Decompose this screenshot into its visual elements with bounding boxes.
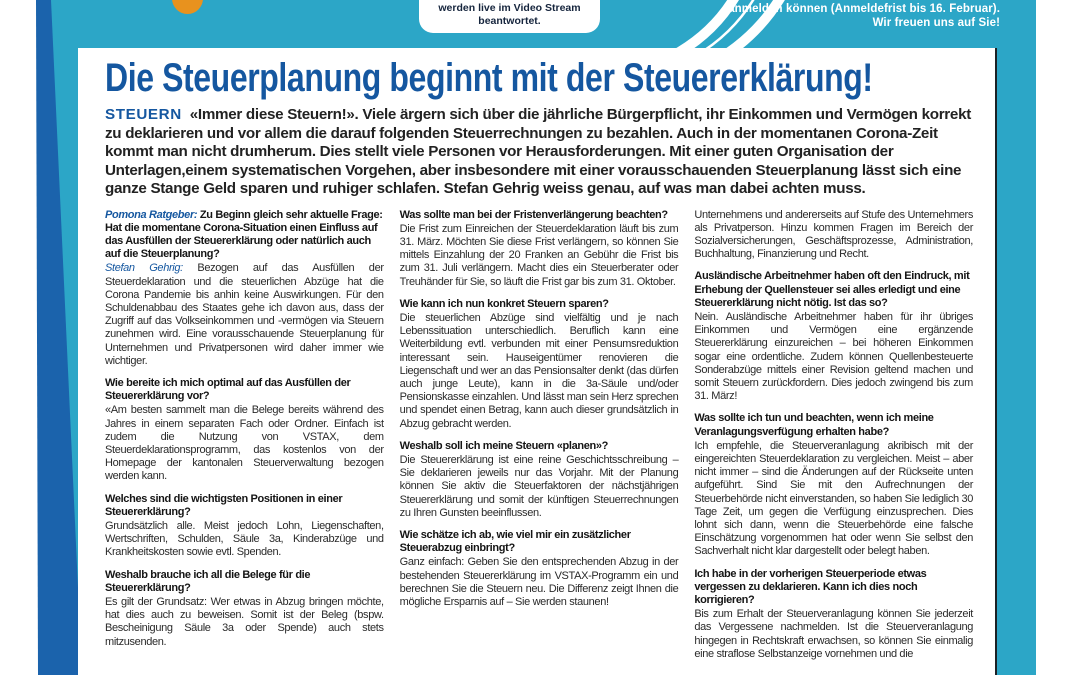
registration-note-line1: anmelden können (Anmeldefrist bis 16. Februar). [728,3,1000,15]
answer-paragraph: «Am besten sammelt man die Belege bereits während des Jahres in einem separaten Fach oder Ordner. Einfach ist zudem die Nutzung von VSTAX, dem Steuerdeklarationsprogramm, das kostenlos von der Homepage der kantonalen Steuerverwaltung bezogen werden kann. [105,404,384,483]
answer-paragraph: Unternehmens und andererseits auf Stufe des Unternehmers als Privatperson. Hinzu kommen Fragen im Bereich der Sozialversicherungen, Geschäftsprozesse, Administration, Buchhaltung, Finanzierung und Recht. [694,208,974,261]
answer-paragraph: Die Frist zum Einreichen der Steuerdeklaration läuft bis zum 31. März. Möchten Sie diese Frist verlängern, so können Sie mittels Einzahlung der 20 Franken an Gebühr die Frist bis zum 31. Juli verlängern. Macht dies ein Steuerberater oder Treuhänder für Sie, so läuft die Frist gar bis zum 31. Oktober. [399,222,679,288]
speaker-label: Pomona Ratgeber: [105,208,200,221]
article-page [78,48,997,675]
answer-paragraph: Die steuerlichen Abzüge sind vielfältig und je nach Lebenssituation unterschiedlich. Beruflich kann eine Weiterbildung evtl. verbunden mit einer Pensumsreduktion interessant sein. Hauseigentümer renovieren die Liegenschaft und wer an das Pensionsalter denkt (das dürfen auch junge Leute), kann in die 3a-Säule und/oder Pensionskasse einzahlen. Und lässt man sein Herz sprechen und spendet einen Betrag, kann auch dieser grundsätzlich in Abzug gebracht werden. [399,311,679,430]
answer-paragraph: Stefan Gehrig: Bezogen auf das Ausfüllen der Steuerdeklaration und die steuerlichen Abzüge hat die Corona Pandemie bis anhin keine Auswirkungen. Für den Schuldenabbau des Staates gehe ich davon aus, dass der Zugriff auf das Volkseinkommen und -vermögen via Steuern zunehmen wird. Eine vorausschauende Steuerplanung für Unternehmen und Privatpersonen wird daher immer wie wichtiger. [105,262,384,367]
question-paragraph: Ich habe in der vorherigen Steuerperiode etwas vergessen zu deklarieren. Kann ich dies noch korrigieren? [694,567,927,606]
question-paragraph: Wie kann ich nun konkret Steuern sparen? [399,297,609,310]
speaker-label: Stefan Gehrig: [105,262,198,275]
answer-paragraph: Ganz einfach: Geben Sie den entsprechenden Abzug in der bestehenden Steuererklärung im VSTAX-Programm ein und berechnen Sie die Steuern neu. Die Differenz zeigt Ihnen die mögliche Ersparnis auf – Sie werden staunen! [399,556,679,608]
article-kicker: STEUERN [105,106,182,123]
article-intro [105,106,977,199]
video-stream-bubble-text: werden live im Video Stream beantwortet. [438,2,581,27]
question-paragraph: Was sollte man bei der Fristenverlängerung beachten? [399,208,668,221]
registration-note [728,2,1000,30]
question-paragraph: Pomona Ratgeber: Zu Beginn gleich sehr aktuelle Frage: Hat die momentane Corona-Situation einen Einfluss auf das Ausfüllen der Steuererklärung oder natürlich auch auf die Steuerplanung? [105,208,383,261]
article-title: Die Steuerplanung beginnt mit der Steuererklärung! [105,56,873,100]
question-paragraph: Weshalb soll ich meine Steuern «planen»? [399,439,608,452]
answer-paragraph: Grundsätzlich alle. Meist jedoch Lohn, Liegenschaften, Wertschriften, Schulden, Säule 3a, Kinderabzüge und Krankheitskosten sowie evtl. Spenden. [105,519,384,559]
answer-paragraph: Die Steuererklärung ist eine reine Geschichtsschreibung – Sie deklarieren jeweils nur das Vorjahr. Mit der Planung können Sie aktiv die Steuerfaktoren der nächstjährigen Steuererklärung und somit der künftigen Steuerrechnungen zu Ihren Gunsten beeinflussen. [399,453,679,519]
article-column [694,209,973,662]
article-intro-text: «Immer diese Steuern!». Viele ärgern sich über die jährliche Bürgerpflicht, ihr Einkommen und Vermögen korrekt zu deklarieren und vor allem die darauf folgenden Steuerrechnungen zu bezahlen. Auch in der momentanen Corona-Zeit kommt man nicht drumherum. Dies stellt viele Personen vor Herausforderungen. Mit einer guten Organisation der Unterlagen,einem systematischen Vorgehen, aber insbesondere mit einer vorausschauenden Steuerplanung lässt sich eine ganze Stange Geld sparen und ruhiger schlafen. Stefan Gehrig weiss genau, auf was man dabei achten muss. [105,106,971,197]
article-column [400,209,679,662]
question-paragraph: Weshalb brauche ich all die Belege für die Steuererklärung? [105,568,311,594]
question-paragraph: Was sollte ich tun und beachten, wenn ich meine Veranlagungsverfügung erhalten habe? [694,412,934,438]
answer-paragraph: Es gilt der Grundsatz: Wer etwas in Abzug bringen möchte, hat dies auch zu beweisen. Somit ist der Beleg (bspw. Bescheinigung Säule 3a oder Spende) auch stets mitzusenden. [105,595,384,648]
article-column [105,209,384,662]
question-paragraph: Ausländische Arbeitnehmer haben oft den Eindruck, mit Erhebung der Quellensteuer sei alles erledigt und eine Steuererklärung nicht nötig. Ist das so? [694,270,970,309]
answer-paragraph: Ich empfehle, die Steuerveranlagung akribisch mit der eingereichten Steuerdeklaration zu vergleichen. Meist – aber nicht immer – sind die Änderungen auf der Rückseite unten aufgeführt. Sind Sie mit den Aufrechnungen der Steuerbehörde nicht einverstanden, so haben Sie lediglich 30 Tage Zeit, um gegen die Verfügung einzusprechen. Dies lohnt sich dann, wenn die Steuerbehörde eine falsche Einschätzung vorgenommen hat oder wenn Sie selbst den Sachverhalt nicht klar dargestellt oder belegt haben. [694,439,974,558]
registration-note-line2: Wir freuen uns auf Sie! [872,17,1000,29]
answer-paragraph: Bis zum Erhalt der Steuerveranlagung können Sie jederzeit das Vergessene nachmelden. Ist die Steuerveranlagung hingegen in Rechtskraft erwachsen, so können Sie einmalig eine straflose Selbstanzeige vornehmen und die [694,608,974,660]
article-columns [105,209,973,662]
question-paragraph: Wie schätze ich ab, wie viel mir ein zusätzlicher Steuerabzug einbringt? [399,528,631,555]
answer-paragraph: Nein. Ausländische Arbeitnehmer haben für ihr übriges Einkommen und Vermögen eine ergänzende Steuererklärung einzureichen – bei höheren Einkommen sogar eine ordentliche. Zudem können Quellenbesteuerte Sonderabzüge mittels einer Revision geltend machen und somit Steuern zurückfordern. Dies jedoch zwingend bis zum 31. März! [694,310,974,403]
video-stream-bubble [419,0,600,33]
question-paragraph: Wie bereite ich mich optimal auf das Ausfüllen der Steuererklärung vor? [105,376,351,403]
question-paragraph: Welches sind die wichtigsten Positionen in einer Steuererklärung? [105,492,343,518]
